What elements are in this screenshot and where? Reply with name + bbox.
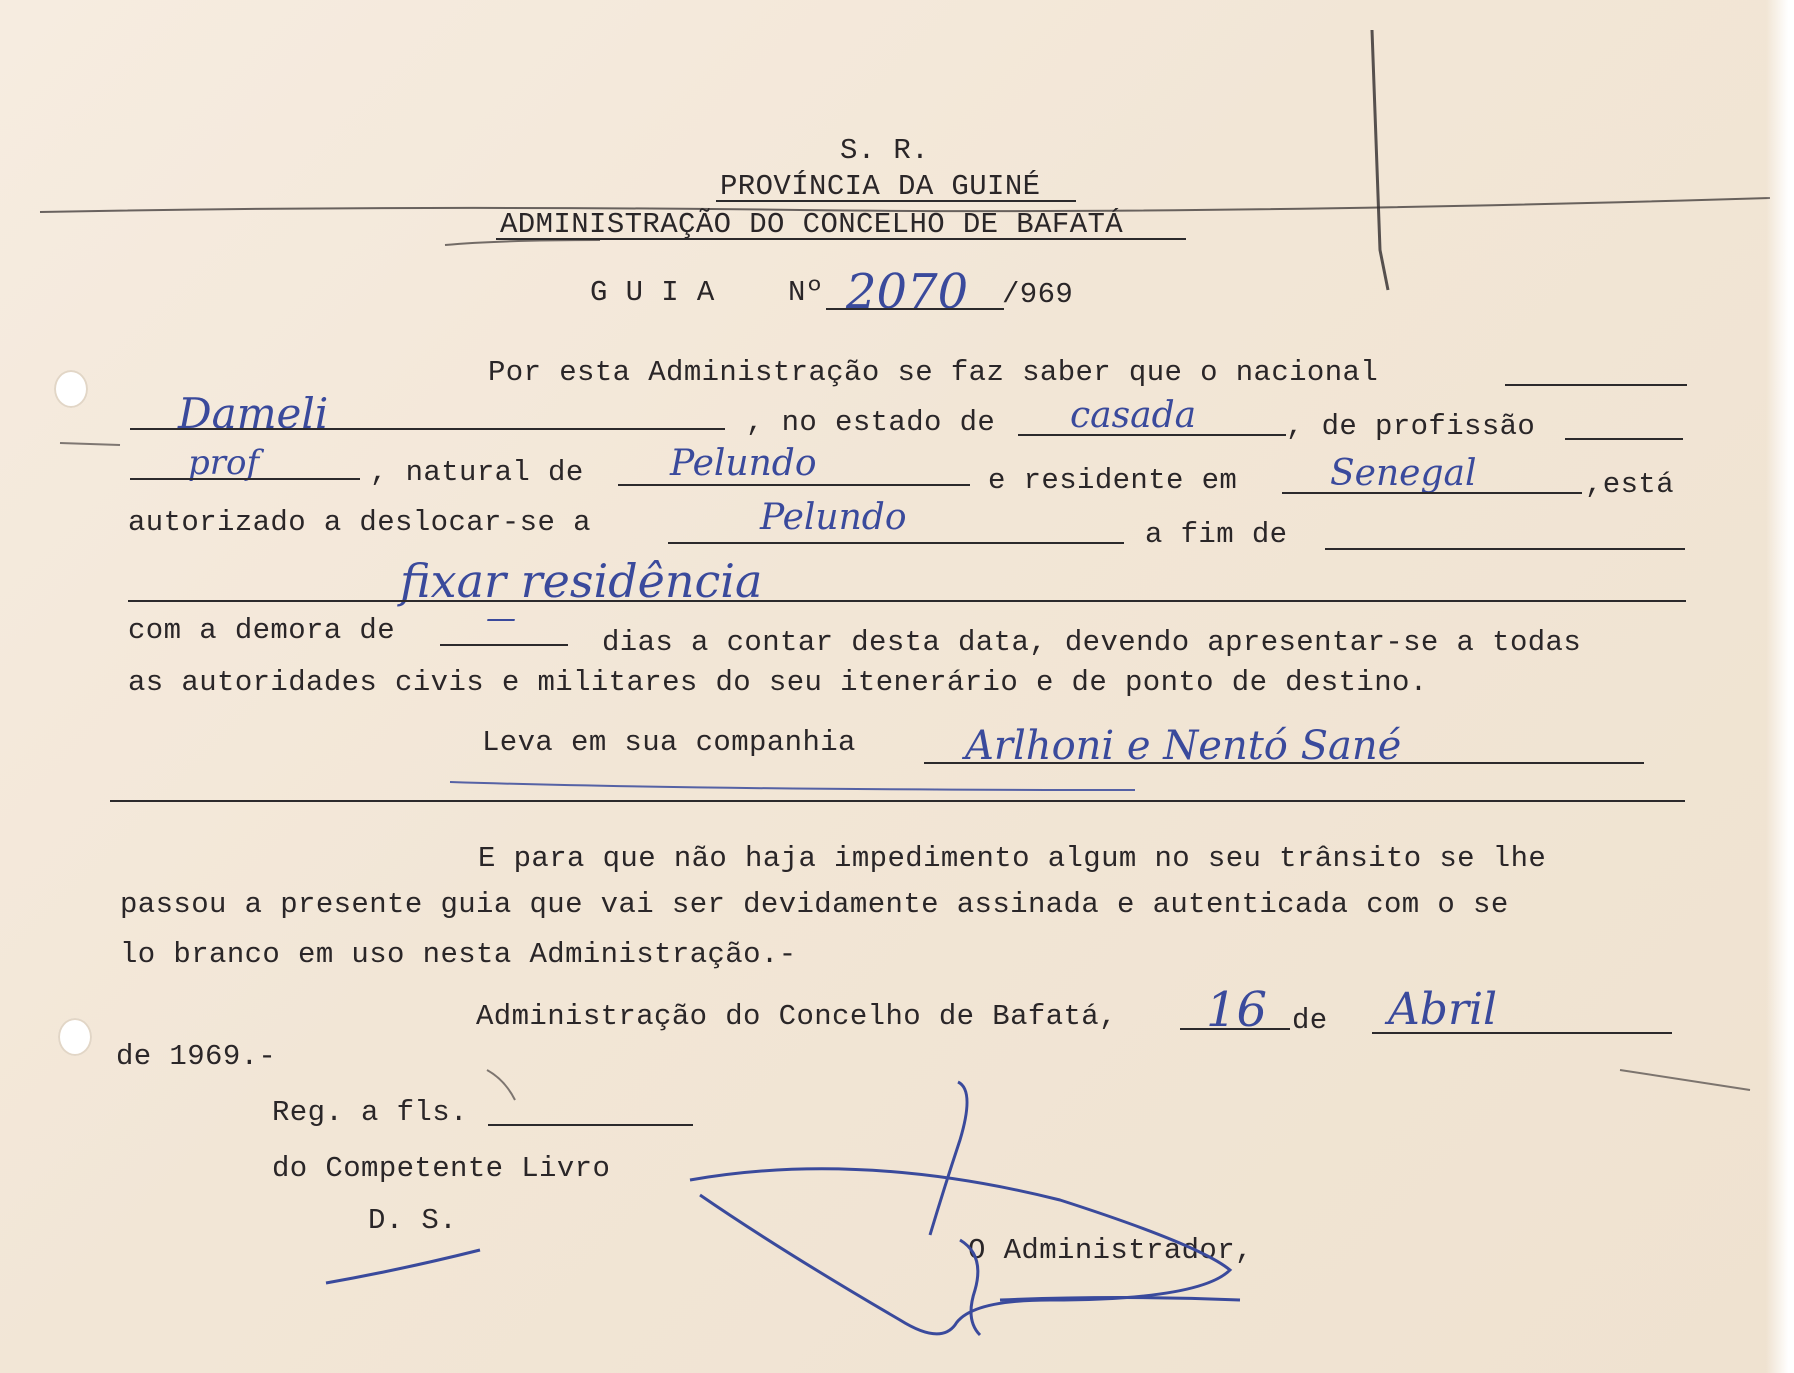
autorizado-label: autorizado a deslocar-se a — [128, 506, 591, 539]
header-administration: ADMINISTRAÇÃO DO CONCELHO DE BAFATÁ — [500, 208, 1124, 241]
name-value: Dameli — [178, 389, 329, 438]
ds-label: D. S. — [368, 1204, 458, 1237]
demora-label: com a demora de — [128, 614, 396, 647]
residente-label: e residente em — [988, 464, 1238, 497]
livro-label: do Competente Livro — [272, 1152, 611, 1185]
header-province: PROVÍNCIA DA GUINÉ — [720, 170, 1041, 203]
para-line1: E para que não haja impedimento algum no seu trânsito se lhe — [478, 842, 1547, 875]
guia-year: /969 — [1002, 278, 1074, 311]
para-line3: lo branco em uso nesta Administração.- — [120, 938, 797, 971]
autoridades-line: as autoridades civis e militares do seu itenerário e de ponto de destino. — [128, 666, 1428, 699]
date-month: Abril — [1388, 984, 1498, 1035]
header-sr: S. R. — [840, 134, 930, 167]
natural-value: Pelundo — [670, 443, 817, 484]
reg-label: Reg. a fls. — [272, 1096, 468, 1129]
date-de: de — [1292, 1004, 1328, 1037]
esta-label: ,está — [1585, 468, 1675, 501]
guia-number: 2070 — [846, 264, 969, 320]
para-line2: passou a presente guia que vai ser devidamente assinada e autenticada com o se — [120, 888, 1509, 921]
companhia-value: Arlhoni e Nentó Sané — [965, 723, 1402, 769]
natural-label: , natural de — [370, 456, 584, 489]
estado-value: casada — [1070, 395, 1197, 436]
body-line1: Por esta Administração se faz saber que o nacional — [488, 356, 1379, 389]
profissao-label: , de profissão — [1286, 410, 1536, 443]
date-year: de 1969.- — [116, 1040, 277, 1073]
guia-number-prefix: Nº — [788, 276, 824, 309]
date-label: Administração do Concelho de Bafatá, — [476, 1000, 1117, 1033]
date-day: 16 — [1206, 982, 1268, 1038]
dias-label: dias a contar desta data, devendo apresentar-se a todas — [602, 626, 1582, 659]
demora-value: — — [486, 601, 516, 636]
companhia-label: Leva em sua companhia — [482, 726, 856, 759]
purpose-value: fixar residência — [400, 554, 763, 608]
destino-value: Pelundo — [760, 497, 907, 538]
administrador-label: O Administrador, — [968, 1234, 1253, 1267]
estado-label: , no estado de — [746, 406, 996, 439]
profissao-value: prof — [188, 443, 260, 483]
residente-value: Senegal — [1330, 453, 1477, 494]
guia-label: G U I A — [590, 276, 715, 309]
afim-label: a fim de — [1145, 518, 1288, 551]
